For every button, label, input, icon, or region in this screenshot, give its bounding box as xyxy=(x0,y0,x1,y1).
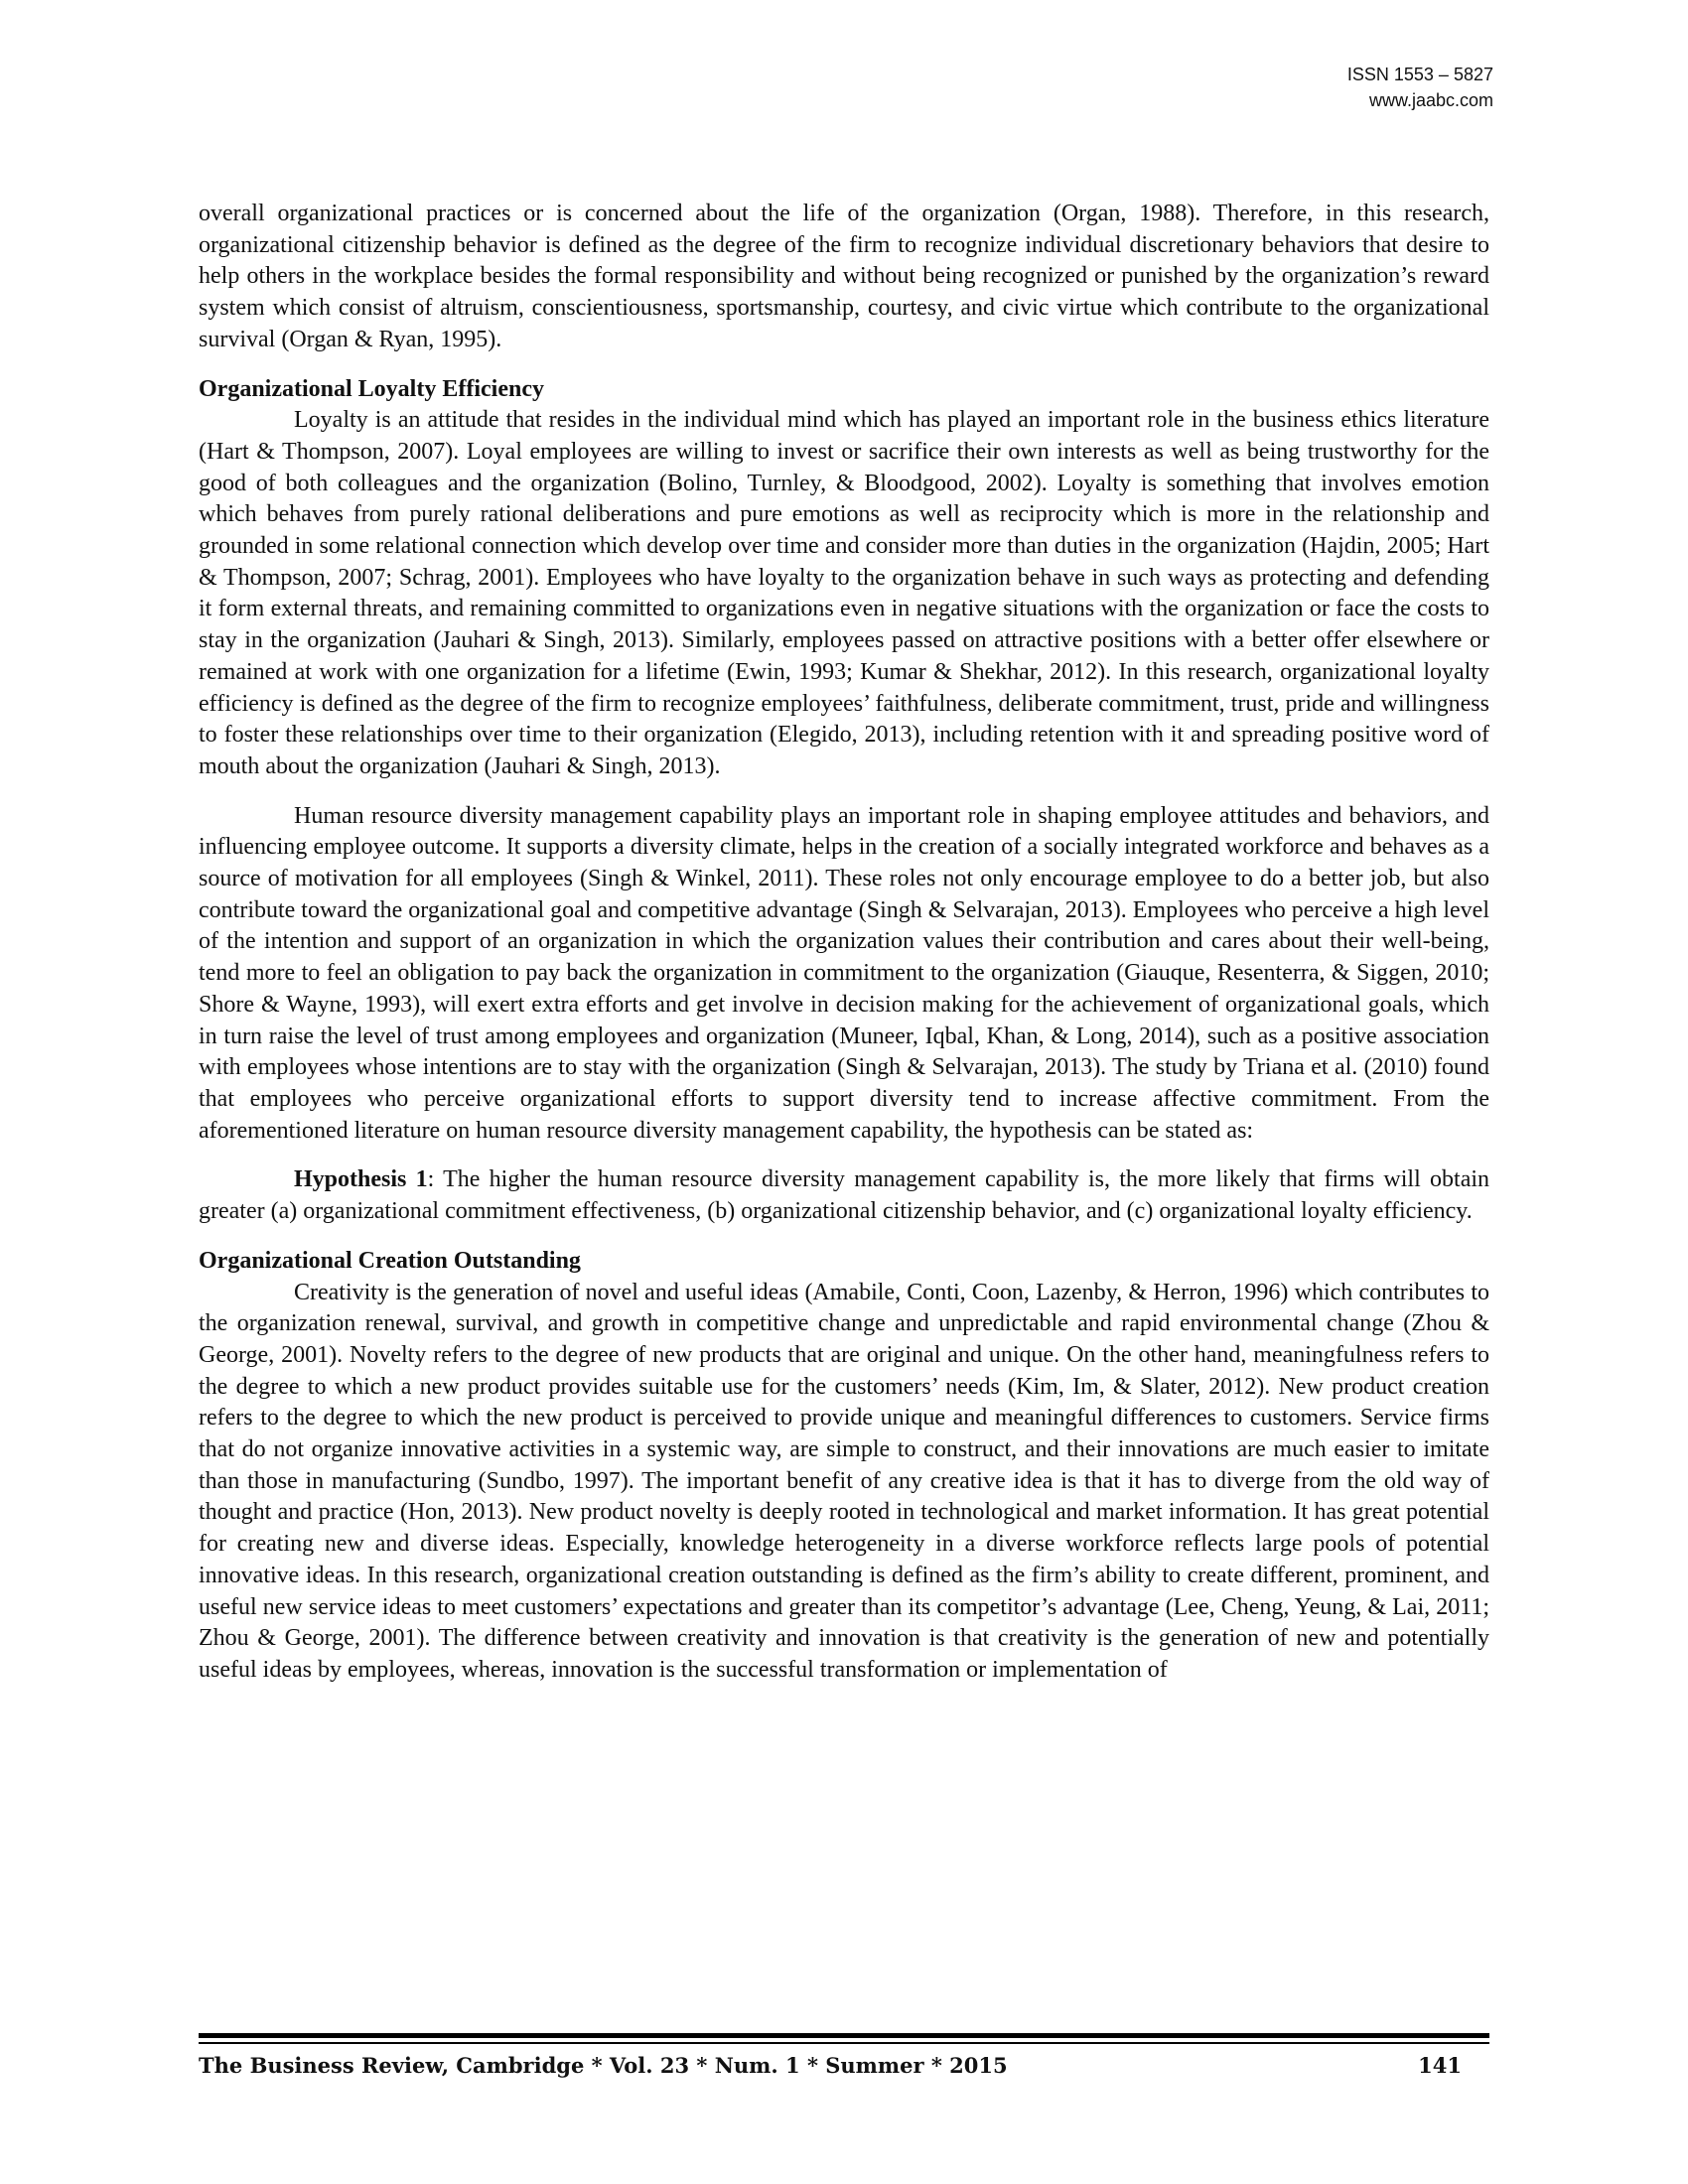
body-text xyxy=(199,199,1489,1687)
paragraph-loyalty: Loyalty is an attitude that resides in the individual mind which has played an important role in the business ethics literature (Hart & Thompson, 2007). Loyal employees are willing to invest or sacrifice their own interests as well as being trustworthy for the good of both colleagues and the organization (Bolino, Turnley, & Bloodgood, 2002). Loyalty is something that involves emotion which behaves from purely rational deliberations and pure emotions as well as reciprocity which is more in the relationship and grounded in some relational connection which develop over time and consider more than duties in the organization (Hajdin, 2005; Hart & Thompson, 2007; Schrag, 2001). Employees who have loyalty to the organization behave in such ways as protecting and defending it form external threats, and remaining committed to organizations even in negative situations with the organization or face the costs to stay in the organization (Jauhari & Singh, 2013). Similarly, employees passed on attractive positions with a better offer elsewhere or remained at work with one organization for a lifetime (Ewin, 1993; Kumar & Shekhar, 2012). In this research, organizational loyalty efficiency is defined as the degree of the firm to recognize employees’ faithfulness, deliberate commitment, trust, pride and willingness to foster these relationships over time to their organization (Elegido, 2013), including retention with it and spreading positive word of mouth about the organization (Jauhari & Singh, 2013). xyxy=(199,407,1489,779)
paragraph-diversity: Human resource diversity management capability plays an important role in shaping employee attitudes and behaviors, and influencing employee outcome. It supports a diversity climate, helps in the creation of a socially integrated workforce and behaves as a source of motivation for all employees (Singh & Winkel, 2011). These roles not only encourage employee to do a better job, but also contribute toward the organizational goal and competitive advantage (Singh & Selvarajan, 2013). Employees who perceive a high level of the intention and support of an organization in which the organization values their contribution and cares about their well-being, tend more to feel an obligation to pay back the organization in commitment to the organization (Giauque, Resenterra, & Siggen, 2010; Shore & Wayne, 1993), will exert extra efforts and get involve in decision making for the achievement of organizational goals, which in turn raise the level of trust among employees and organization (Muneer, Iqbal, Khan, & Long, 2014), such as a positive association with employees whose intentions are to stay with the organization (Singh & Selvarajan, 2013). The study by Triana et al. (2010) found that employees who perceive organizational efforts to support diversity tend to increase affective commitment. From the aforementioned literature on human resource diversity management capability, the hypothesis can be stated as: xyxy=(199,802,1489,1144)
page-header xyxy=(1096,62,1493,113)
page-footer xyxy=(199,2053,1462,2078)
website-label: www.jaabc.com xyxy=(1368,90,1493,110)
page-number: 141 xyxy=(1418,2053,1462,2078)
footer-rule-thin xyxy=(199,2042,1489,2044)
paragraph-creativity: Creativity is the generation of novel and useful ideas (Amabile, Conti, Coon, Lazenby, & Herron, 1996) which contributes to the organization renewal, survival, and growth in competitive change and unpredictable and rapid environmental change (Zhou & George, 2001). Novelty refers to the degree of new products that are original and unique. On the other hand, meaningfulness refers to the degree to which a new product provides suitable use for the customers’ needs (Kim, Im, & Slater, 2012). New product creation refers to the degree to which the new product is perceived to provide unique and meaningful differences to customers. Service firms that do not organize innovative activities in a systemic way, are simple to construct, and their innovations are much easier to imitate than those in manufacturing (Sundbo, 1997). The important benefit of any creative idea is that it has to diverge from the old way of thought and practice (Hon, 2013). New product novelty is deeply rooted in technological and market information. It has great potential for creating new and diverse ideas. Especially, knowledge heterogeneity in a diverse workforce reflects large pools of potential innovative ideas. In this research, organizational creation outstanding is defined as the firm’s ability to create different, prominent, and useful new service ideas to meet customers’ expectations and greater than its competitor’s advantage (Lee, Cheng, Yeung, & Lai, 2011; Zhou & George, 2001). The difference between creativity and innovation is that creativity is the generation of new and potentially useful ideas by employees, whereas, innovation is the successful transformation or implementation of xyxy=(199,1279,1489,1683)
footer-rule-thick xyxy=(199,2033,1489,2038)
hypothesis-label: Hypothesis 1 xyxy=(294,1166,428,1193)
hypothesis-text: : The higher the human resource diversity management capability is, the more likely that firms will obtain greater (a) organizational commitment effectiveness, (b) organizational citizenship behavior, and (c) organizational loyalty efficiency. xyxy=(199,1166,1490,1225)
section-heading-creation: Organizational Creation Outstanding xyxy=(199,1247,581,1274)
journal-citation: The Business Review, Cambridge * Vol. 23 * Num. 1 * Summer * 2015 xyxy=(199,2053,1008,2078)
issn-label: ISSN 1553 – 5827 xyxy=(1346,65,1493,84)
hypothesis-paragraph xyxy=(199,1164,1489,1227)
section-heading-loyalty: Organizational Loyalty Efficiency xyxy=(199,375,544,402)
paragraph-continuation: overall organizational practices or is concerned about the life of the organization (Organ, 1988). Therefore, in this research, organizational citizenship behavior is defined as the degree of the firm to recognize individual discretionary behaviors that desire to help others in the workplace besides the formal responsibility and without being recognized or punished by the organization’s reward system which consist of altruism, conscientiousness, sportsmanship, courtesy, and civic virtue which contribute to the organizational survival (Organ & Ryan, 1995). xyxy=(199,201,1489,352)
